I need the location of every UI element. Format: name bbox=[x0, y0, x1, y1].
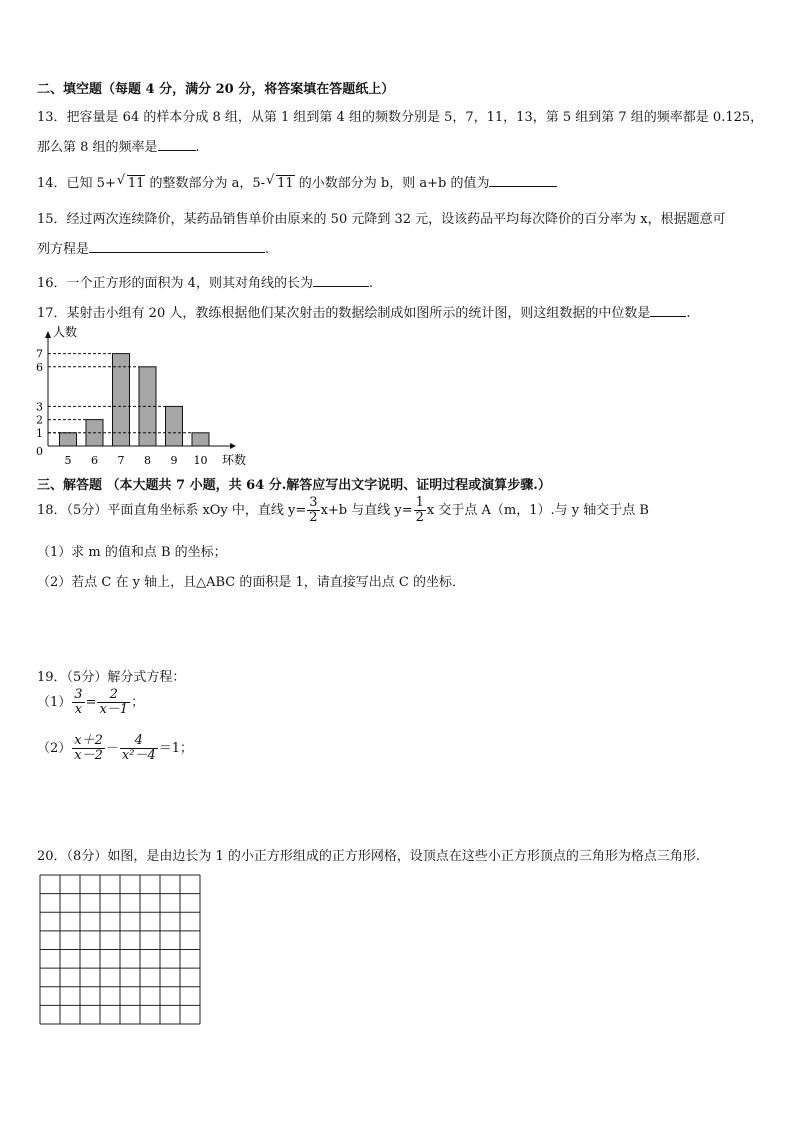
section-heading-solutions: 三、解答题 （本大题共 7 小题，共 64 分.解答应写出文字说明、证明过程或演算步骤.） bbox=[37, 478, 551, 493]
x-axis-label: 环数 bbox=[222, 453, 247, 467]
question-19-sub1-label: （1） bbox=[37, 695, 72, 710]
question-17 bbox=[37, 302, 691, 321]
answer-blank-17[interactable] bbox=[650, 304, 686, 317]
minus-sign: － bbox=[105, 741, 119, 756]
question-15-text: 列方程是 bbox=[37, 242, 90, 257]
question-14-part2: 的整数部分为 a，5- bbox=[149, 176, 266, 191]
question-18-prefix: 18．（5分）平面直角坐标系 xOy 中，直线 y= bbox=[37, 503, 307, 518]
x-tick-label: 9 bbox=[170, 454, 178, 467]
question-15-line1: 15．经过两次连续降价，某药品销售单价由原来的 50 元降到 32 元，设该药品平均每次降价的百分率为 x，根据题意可 bbox=[37, 212, 726, 227]
question-16-text: 16．一个正方形的面积为 4，则其对角线的长为 bbox=[37, 276, 313, 291]
question-20: 20．（8分）如图，是由边长为 1 的小正方形组成的正方形网格，设顶点在这些小正方形顶点的三角形为格点三角形. bbox=[37, 849, 700, 864]
question-17-end: . bbox=[686, 306, 691, 321]
question-18-suffix: x 交于点 A（m，1）.与 y 轴交于点 B bbox=[426, 503, 649, 518]
question-15-line2 bbox=[37, 238, 269, 257]
bar bbox=[192, 433, 209, 446]
question-14-part1: 14．已知 5+ bbox=[37, 176, 116, 191]
fraction-x-plus-2-over-x-minus-2: $\frac{x+2}{x-2}$ bbox=[74, 733, 103, 763]
fraction-3-over-x: $\frac{3}{x}$ bbox=[74, 687, 83, 717]
y-tick-label: 2 bbox=[36, 413, 43, 427]
question-14-part3: 的小数部分为 b，则 a+b 的值为 bbox=[298, 176, 490, 191]
question-13-end: . bbox=[195, 140, 200, 155]
y-tick-label: 6 bbox=[36, 360, 43, 374]
bar bbox=[113, 354, 130, 446]
section-heading-fill-blank: 二、填空题（每题 4 分，满分 20 分，将答案填在答题纸上） bbox=[37, 82, 395, 97]
sqrt-11-a: √ 11 bbox=[127, 175, 146, 191]
sqrt-11-b: √ 11 bbox=[276, 175, 295, 191]
y-tick-label: 7 bbox=[36, 347, 43, 361]
question-19-sub2-label: （2） bbox=[37, 741, 72, 756]
question-15-end: . bbox=[265, 242, 270, 257]
question-13-text: 那么第 8 组的频率是 bbox=[37, 140, 158, 155]
x-tick-label: 6 bbox=[91, 454, 98, 467]
bar bbox=[166, 406, 183, 446]
question-18-stem bbox=[37, 496, 649, 525]
shooting-score-bar-chart bbox=[30, 322, 245, 472]
question-14 bbox=[37, 172, 557, 191]
answer-blank-15[interactable] bbox=[89, 240, 265, 253]
y-tick-label: 0 bbox=[36, 445, 43, 458]
answer-blank-14[interactable] bbox=[489, 174, 557, 187]
question-13-line1: 13．把容量是 64 的样本分成 8 组，从第 1 组到第 4 组的频数分别是 5，7，11，13，第 5 组到第 7 组的频率都是 0.125， bbox=[37, 110, 764, 125]
y-tick-label: 3 bbox=[36, 400, 43, 414]
question-16-end: . bbox=[368, 276, 374, 291]
question-17-text: 17．某射击小组有 20 人，教练根据他们某次射击的数据绘制成如图所示的统计图，则这组数据的中位数是 bbox=[37, 306, 651, 321]
question-19-eq1 bbox=[37, 688, 144, 717]
answer-blank-13[interactable] bbox=[158, 138, 196, 151]
x-tick-label: 8 bbox=[144, 454, 151, 467]
fraction-3-over-2: $\frac{3}{2}$ bbox=[309, 495, 318, 525]
question-18-sub2: （2）若点 C 在 y 轴上，且△ABC 的面积是 1，请直接写出点 C 的坐标． bbox=[37, 575, 465, 590]
question-13-line2 bbox=[37, 136, 200, 155]
x-tick-label: 7 bbox=[117, 454, 125, 467]
bar bbox=[60, 433, 77, 446]
question-19-title: 19．（5分）解分式方程： bbox=[37, 670, 186, 685]
y-tick-label: 1 bbox=[36, 426, 43, 440]
eq1-end: ； bbox=[131, 695, 145, 710]
answer-blank-16[interactable] bbox=[313, 274, 369, 287]
fraction-1-over-2: $\frac{1}{2}$ bbox=[415, 495, 424, 525]
fraction-2-over-x-minus-1: $\frac{2}{x-1}$ bbox=[99, 687, 129, 717]
eq2-end: ＝1； bbox=[158, 741, 194, 756]
fraction-4-over-x-squared-minus-4: $\frac{4}{\text{x²－4}}$ bbox=[121, 733, 156, 763]
x-axis-arrow bbox=[230, 443, 236, 449]
y-axis-label: 人数 bbox=[53, 325, 78, 339]
y-axis-arrow bbox=[45, 331, 51, 338]
square-grid bbox=[39, 874, 202, 1026]
x-tick-label: 10 bbox=[193, 454, 208, 467]
question-16 bbox=[37, 272, 373, 291]
question-18-sub1: （1）求 m 的值和点 B 的坐标； bbox=[37, 545, 227, 560]
equals-sign: = bbox=[85, 695, 97, 710]
x-tick-label: 5 bbox=[64, 454, 72, 467]
question-18-mid: x+b 与直线 y= bbox=[320, 503, 413, 518]
question-19-eq2 bbox=[37, 734, 193, 763]
